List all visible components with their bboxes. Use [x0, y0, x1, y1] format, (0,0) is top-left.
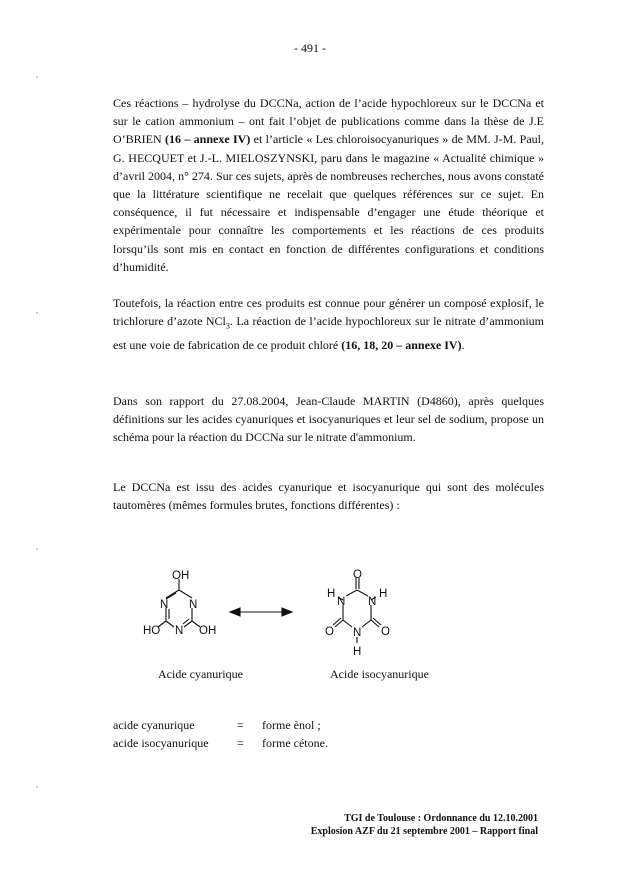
atom-label: N [189, 599, 198, 611]
scan-speck [36, 548, 38, 550]
definition-row [113, 718, 328, 736]
paragraph-explosive [113, 294, 544, 354]
paragraph-text: et l’article « Les chloroisocyanuriques » de MM. J-M. Paul, G. HECQUET et J.-L. MIELOSZYNSKI, paru dans le magazine « Actualité chimique » d’avril 2004, n° 274. Sur ces sujets, après de nombreuses recherches, nous avons constaté que la littérature scientifique ne recelait que quelques références sur ce sujet. En conséquence, il fut nécessaire et indispensable d’engager une étude théorique et expérimentale pour connaître les comportements et les réactions de ces produits lorsqu’ils sont mis en contact en fonction de différentes configurations et conditions d’humidité. [113, 132, 544, 274]
atom-label: N [368, 596, 377, 608]
cyanuric-acid-structure [158, 579, 200, 627]
atom-label: HO [143, 625, 161, 637]
caption-isocyanuric-acid: Acide isocyanurique [330, 667, 429, 681]
paragraph-text: Toutefois, la réaction entre ces produits est connue pour générer un composé explosif, le trichlorure d’azote NCl [113, 296, 544, 329]
paragraph-tautomers [113, 478, 544, 514]
scan-speck [36, 76, 38, 78]
reference-bold: (16 – annexe IV) [165, 132, 251, 147]
paragraph-publications [113, 94, 544, 276]
atom-label: N [337, 596, 346, 608]
atom-label: O [353, 569, 362, 581]
atom-label: O [381, 626, 390, 638]
equals-sign: = [237, 736, 244, 750]
reference-bold: (16, 18, 20 – annexe IV) [341, 337, 462, 352]
definition-term: acide isocyanurique [113, 736, 209, 750]
scan-speck [36, 312, 38, 314]
atom-label: N [160, 599, 169, 611]
atom-label: OH [172, 570, 190, 582]
atom-label: O [325, 626, 334, 638]
definition-row [113, 736, 328, 754]
footer-line: Explosion AZF du 21 septembre 2001 – Rapport final [310, 826, 538, 837]
atom-label: N [175, 625, 184, 637]
scan-speck [36, 786, 38, 788]
equilibrium-arrow [230, 608, 292, 616]
paragraph-text: Ces réactions – hydrolyse du DCCNa, action de l’acide hypochloreux sur le DCCNa et sur le cation ammonium – ont fait l’objet de publications comme dans la thèse de J.E O’BRIEN [113, 96, 544, 147]
subscript: 3 [225, 321, 230, 331]
atom-label: H [327, 588, 336, 600]
paragraph-text: . La réaction de l’acide hypochloreux sur le nitrate d’ammonium est une voie de fabrication de ce produit chloré [113, 314, 544, 352]
equals-sign: = [237, 718, 244, 732]
footer-line: TGI de Toulouse : Ordonnance du 12.10.2001 [344, 813, 538, 824]
definition-term: acide cyanurique [113, 718, 195, 732]
atom-label: H [379, 588, 388, 600]
definitions-table [113, 718, 328, 754]
atom-label: N [353, 627, 362, 639]
paragraph-report [113, 392, 544, 447]
page-number: - 491 - [294, 41, 326, 55]
caption-cyanuric-acid: Acide cyanurique [158, 667, 243, 681]
atom-label: OH [199, 625, 217, 637]
definition-value: forme ènol ; [262, 718, 321, 732]
definition-value: forme cétone. [262, 736, 328, 750]
isocyanuric-acid-structure [333, 578, 381, 643]
paragraph-text: . [461, 337, 465, 352]
paragraph-text: Dans son rapport du 27.08.2004, Jean-Claude MARTIN (D4860), après quelques définitions sur les acides cyanuriques et isocyanuriques et leur sel de sodium, propose un schéma pour la réaction du DCCNa sur le nitrate d'ammonium. [113, 394, 544, 445]
atom-label: H [353, 646, 362, 658]
paragraph-text: Le DCCNa est issu des acides cyanurique et isocyanurique qui sont des molécules tautomères (mêmes formules brutes, fonctions différentes) : [113, 480, 544, 513]
page-footer [311, 812, 538, 838]
